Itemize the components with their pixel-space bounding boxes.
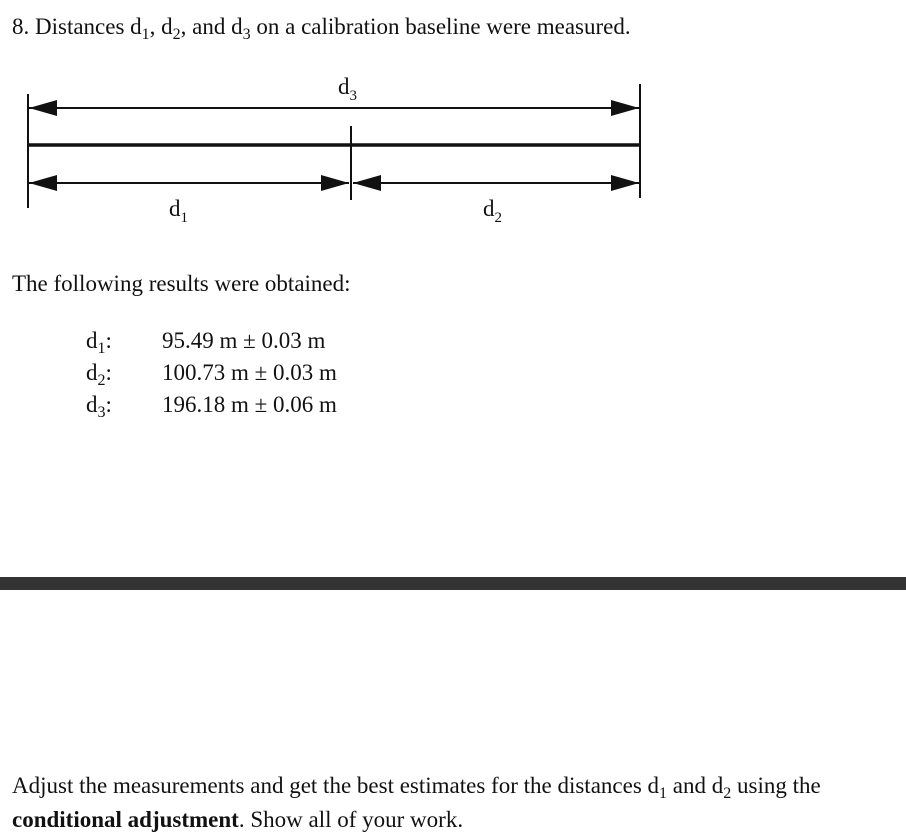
d3-label-sub: 3: [349, 88, 357, 104]
measurement-value: 196.18 m ± 0.06 m: [162, 392, 337, 417]
subscript: 3: [97, 404, 106, 421]
results-intro: The following results were obtained:: [12, 271, 351, 296]
measurement-label: [86, 328, 162, 357]
measurement-row: [86, 360, 337, 392]
d1-label-main: d: [169, 196, 181, 221]
label-colon: :: [105, 328, 112, 353]
d2-arrowhead-left: [353, 175, 381, 191]
instructions-text: using the: [731, 773, 821, 798]
problem-text-sep: , and d: [180, 14, 243, 39]
label-letter: d: [86, 328, 98, 353]
d1-arrowhead-left: [29, 175, 57, 191]
measurement-row: [86, 392, 337, 424]
measurement-value: 95.49 m ± 0.03 m: [162, 328, 326, 353]
d3-label-main: d: [338, 74, 350, 99]
label-colon: :: [105, 360, 112, 385]
d3-arrowhead-right: [611, 100, 639, 116]
method-emphasis: conditional adjustment: [12, 807, 239, 832]
measurements-table: [86, 328, 337, 424]
d2-label-main: d: [483, 196, 495, 221]
instructions-text: . Show all of your work.: [238, 807, 464, 832]
problem-statement: [12, 14, 631, 43]
subscript: 1: [141, 26, 150, 43]
measurement-label: [86, 392, 162, 421]
d1-arrowhead-right: [321, 175, 349, 191]
d3-label: [338, 74, 357, 104]
subscript: 2: [723, 785, 732, 802]
problem-text-start: Distances d: [35, 14, 142, 39]
subscript: 2: [172, 26, 181, 43]
label-letter: d: [86, 360, 98, 385]
d1-label: [169, 196, 188, 226]
instructions-text: and d: [667, 773, 724, 798]
label-colon: :: [105, 392, 112, 417]
d2-label: [483, 196, 502, 226]
instructions: [12, 770, 902, 835]
d3-arrowhead-left: [29, 100, 57, 116]
d2-arrowhead-right: [611, 175, 639, 191]
measurement-row: [86, 328, 337, 360]
instructions-text: Adjust the measurements and get the best estimates for the distances d: [12, 773, 660, 798]
measurement-label: [86, 360, 162, 389]
subscript: 2: [97, 372, 106, 389]
measurement-value: 100.73 m ± 0.03 m: [162, 360, 337, 385]
d1-label-sub: 1: [180, 210, 188, 226]
problem-text-sep: , d: [149, 14, 173, 39]
baseline-diagram: [0, 70, 680, 240]
subscript: 1: [97, 340, 106, 357]
problem-number: 8.: [12, 14, 30, 39]
label-letter: d: [86, 392, 98, 417]
section-divider: [0, 577, 906, 590]
problem-text-end: on a calibration baseline were measured.: [250, 14, 631, 39]
d2-label-sub: 2: [494, 210, 502, 226]
subscript: 1: [659, 785, 668, 802]
subscript: 3: [242, 26, 251, 43]
